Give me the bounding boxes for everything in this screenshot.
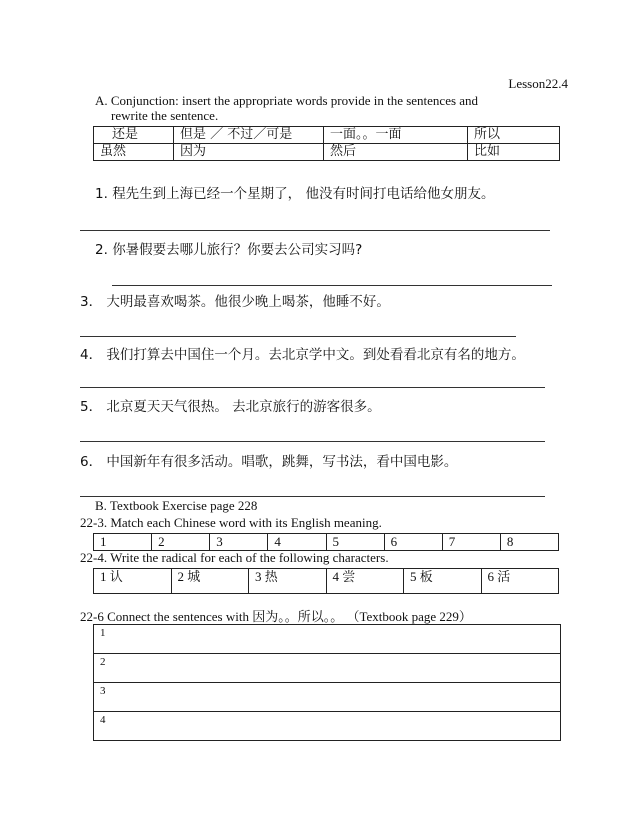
question-text: 北京夏天天气很热。 去北京旅行的游客很多。 — [106, 399, 381, 415]
answer-line-2[interactable] — [112, 285, 552, 286]
sentence-row — [94, 712, 561, 741]
sentence-cell[interactable]: 2 — [94, 654, 561, 683]
question-text: 我们打算去中国住一个月。去北京学中文。到处看看北京有名的地方。 — [106, 347, 525, 363]
conjunction-cell: 比如 — [468, 144, 560, 161]
question-3 — [80, 290, 390, 310]
conjunction-row-1 — [94, 127, 560, 144]
radical-cell[interactable]: 3 热 — [249, 569, 327, 594]
question-number: 6． — [80, 454, 103, 470]
answer-line-3[interactable] — [80, 336, 516, 337]
section-b-title: B. Textbook Exercise page 228 — [95, 498, 258, 513]
question-5 — [80, 395, 381, 415]
exercise-22-3-table — [93, 533, 559, 551]
question-text: 程先生到上海已经一个星期了， 他没有时间打电话给他女朋友。 — [112, 186, 495, 202]
section-a-title-line2: rewrite the sentence. — [111, 108, 219, 123]
answer-line-5[interactable] — [80, 441, 545, 442]
conjunction-row-2 — [94, 144, 560, 161]
exercise-22-3-title: 22-3. Match each Chinese word with its English meaning. — [80, 515, 382, 530]
conjunction-cell: 但是 ／ 不过／可是 — [174, 127, 324, 144]
conjunction-cell: 然后 — [324, 144, 468, 161]
question-number: 2. — [95, 242, 108, 258]
answer-line-4[interactable] — [80, 387, 545, 388]
conjunction-cell: 还是 — [94, 127, 174, 144]
sentence-row — [94, 625, 561, 654]
sentence-cell[interactable]: 3 — [94, 683, 561, 712]
conjunction-cell: 一面。。一面 — [324, 127, 468, 144]
question-1 — [95, 182, 494, 202]
sentence-row — [94, 654, 561, 683]
match-cell[interactable]: 5 — [326, 534, 384, 551]
question-number: 1. — [95, 186, 108, 202]
radical-cell[interactable]: 1 认 — [94, 569, 172, 594]
question-number: 5． — [80, 399, 103, 415]
question-text: 大明最喜欢喝茶。他很少晚上喝茶，他睡不好。 — [106, 294, 390, 310]
section-a-title-line1: A. Conjunction: insert the appropriate words provide in the sentences and — [95, 93, 479, 108]
question-number: 4． — [80, 347, 103, 363]
radical-cell[interactable]: 6 活 — [481, 569, 559, 594]
question-text: 你暑假要去哪儿旅行？你要去公司实习吗? — [112, 242, 363, 258]
sentence-cell[interactable]: 1 — [94, 625, 561, 654]
question-number: 3． — [80, 294, 103, 310]
exercise-22-6-table — [93, 624, 561, 741]
match-cell[interactable]: 2 — [152, 534, 210, 551]
match-cell[interactable]: 4 — [268, 534, 326, 551]
conjunction-cell: 因为 — [174, 144, 324, 161]
radical-cell[interactable]: 2 城 — [171, 569, 249, 594]
exercise-22-4-table — [93, 568, 559, 594]
answer-line-1[interactable] — [80, 230, 550, 231]
match-cell[interactable]: 6 — [384, 534, 442, 551]
question-2 — [95, 238, 362, 258]
section-a-title — [95, 93, 555, 123]
lesson-label: Lesson22.4 — [508, 76, 568, 91]
exercise-22-6-title: 22-6 Connect the sentences with 因为。。所以。。 （Textbook page 229） — [80, 609, 472, 624]
radical-cell[interactable]: 5 板 — [404, 569, 482, 594]
match-cell[interactable]: 1 — [94, 534, 152, 551]
conjunction-cell: 虽然 — [94, 144, 174, 161]
radical-cell[interactable]: 4 尝 — [326, 569, 404, 594]
conjunction-table — [93, 126, 560, 161]
match-cell[interactable]: 8 — [500, 534, 558, 551]
question-4 — [80, 343, 525, 363]
exercise-22-3-row — [94, 534, 559, 551]
conjunction-cell: 所以 — [468, 127, 560, 144]
exercise-22-4-title: 22-4. Write the radical for each of the following characters. — [80, 550, 389, 565]
match-cell[interactable]: 3 — [210, 534, 268, 551]
sentence-cell[interactable]: 4 — [94, 712, 561, 741]
sentence-row — [94, 683, 561, 712]
exercise-22-4-row — [94, 569, 559, 594]
question-text: 中国新年有很多活动。唱歌，跳舞，写书法，看中国电影。 — [106, 454, 458, 470]
question-6 — [80, 450, 457, 470]
answer-line-6[interactable] — [80, 496, 545, 497]
match-cell[interactable]: 7 — [442, 534, 500, 551]
